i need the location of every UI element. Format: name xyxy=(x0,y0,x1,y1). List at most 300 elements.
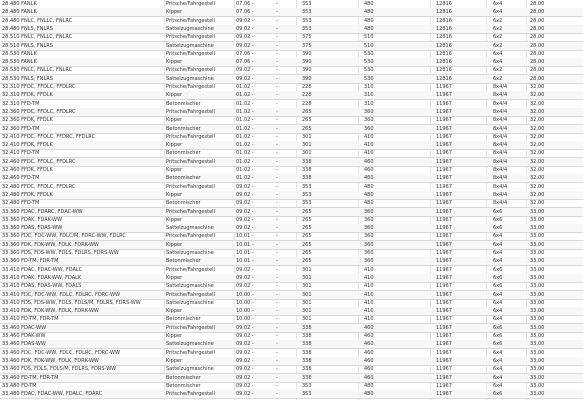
cell-model: 33.460 FDAK-WW xyxy=(2,333,46,339)
cell-displacement: 11967 xyxy=(436,366,452,373)
cell-body-type: Sattelzugmaschine xyxy=(166,366,214,373)
cell-model: 32.310 FFD-TM xyxy=(2,100,40,107)
cell-axle-config: 8x4/4 xyxy=(493,125,508,132)
cell-separator: - xyxy=(276,84,278,90)
cell-ps: 410 xyxy=(364,299,374,306)
cell-ps: 480 xyxy=(364,17,374,24)
cell-ps: 510 xyxy=(364,42,374,49)
cell-axle-config: 6x2 xyxy=(493,75,503,82)
cell-model: 33.410 FDAK, FDAK-WW, FDALK xyxy=(2,274,82,281)
cell-axle-config: 6x6 xyxy=(493,324,503,331)
cell-separator: - xyxy=(276,391,278,398)
cell-displacement: 12816 xyxy=(436,67,452,74)
cell-separator: - xyxy=(276,183,278,190)
cell-displacement: 11967 xyxy=(436,216,452,223)
cell-displacement: 11967 xyxy=(436,274,452,281)
cell-axle-config: 6x2 xyxy=(493,42,503,49)
cell-model: 28.530 FANLK xyxy=(2,59,37,66)
cell-kw: 301 xyxy=(302,150,312,157)
cell-ps: 360 xyxy=(364,241,374,248)
cell-ps: 460 xyxy=(364,324,374,331)
cell-displacement: 11967 xyxy=(436,100,452,107)
cell-kw: 265 xyxy=(302,233,312,240)
cell-displacement: 12816 xyxy=(436,59,452,66)
cell-weight: 28,00 xyxy=(530,67,545,74)
cell-separator: - xyxy=(276,258,278,265)
cell-displacement: 11967 xyxy=(436,241,452,248)
cell-displacement: 12816 xyxy=(436,75,452,82)
cell-ps: 460 xyxy=(364,366,374,373)
cell-weight: 32,00 xyxy=(530,183,545,190)
cell-body-type: Betonmischer xyxy=(166,150,201,157)
cell-displacement: 11967 xyxy=(436,225,452,232)
cell-separator: - xyxy=(276,266,278,273)
cell-weight: 33,00 xyxy=(530,308,545,315)
cell-separator: - xyxy=(276,158,278,165)
cell-axle-config: 6x6 xyxy=(493,274,503,281)
cell-production-date: 09.02 - xyxy=(236,266,254,273)
cell-displacement: 11967 xyxy=(436,183,452,190)
cell-axle-config: 8x4/4 xyxy=(493,167,508,173)
cell-body-type: Kipper xyxy=(166,59,183,66)
cell-model: 28.530 FANLK xyxy=(2,50,37,57)
cell-kw: 338 xyxy=(302,366,312,373)
cell-production-date: 09.02 - xyxy=(236,382,254,389)
cell-displacement: 11967 xyxy=(436,191,452,198)
cell-separator: - xyxy=(276,324,278,331)
cell-production-date: 09.02 - xyxy=(236,283,254,290)
cell-production-date: 09.02 - xyxy=(236,391,254,398)
cell-displacement: 11967 xyxy=(436,258,452,265)
cell-model: 33.460 FDC, FDC-WW, FDLC, FDLRC, FDRC-WW xyxy=(2,349,120,356)
cell-model: 33.410 FDS, FDS-WW, FDLS, FDLS/M, FDLRS, FDRS-WW xyxy=(2,299,141,306)
cell-body-type: Betonmischer xyxy=(166,100,201,107)
cell-ps: 360 xyxy=(364,225,374,232)
cell-production-date: 10.00 - xyxy=(236,291,254,298)
cell-ps: 410 xyxy=(364,291,374,298)
cell-kw: 265 xyxy=(302,241,312,248)
cell-body-type: Kipper xyxy=(166,191,183,198)
cell-weight: 33,00 xyxy=(530,299,545,306)
cell-ps: 310 xyxy=(364,84,374,90)
cell-axle-config: 6x4 xyxy=(493,241,503,248)
cell-separator: - xyxy=(276,333,278,339)
cell-production-date: 01.02 - xyxy=(236,133,254,140)
cell-kw: 375 xyxy=(302,34,312,41)
cell-kw: 265 xyxy=(302,108,312,115)
cell-axle-config: 8x4/4 xyxy=(493,200,508,207)
cell-ps: 360 xyxy=(364,250,374,256)
cell-ps: 530 xyxy=(364,67,374,74)
cell-separator: - xyxy=(276,1,278,7)
cell-production-date: 09.02 - xyxy=(236,191,254,198)
cell-axle-config: 6x2 xyxy=(493,25,503,32)
cell-weight: 32,00 xyxy=(530,167,545,173)
cell-production-date: 10.01 - xyxy=(236,250,254,256)
cell-production-date: 10.00 - xyxy=(236,299,254,306)
cell-production-date: 01.02 - xyxy=(236,108,254,115)
cell-separator: - xyxy=(276,299,278,306)
cell-displacement: 11967 xyxy=(436,349,452,356)
cell-body-type: Betonmischer xyxy=(166,374,201,381)
cell-model: 28.480 FANLK xyxy=(2,1,37,7)
cell-axle-config: 6x6 xyxy=(493,216,503,223)
cell-displacement: 11967 xyxy=(436,92,452,99)
cell-production-date: 09.02 - xyxy=(236,374,254,381)
cell-ps: 360 xyxy=(364,208,374,215)
cell-model: 33.360 FDK, FDK-WW, FDLK, FDRK-WW xyxy=(2,241,99,248)
cell-body-type: Betonmischer xyxy=(166,258,201,265)
cell-model: 32.410 FFDC, FFDLC, FFDRC, FFDLRC xyxy=(2,133,96,140)
cell-weight: 32,00 xyxy=(530,200,545,207)
cell-kw: 353 xyxy=(302,391,312,398)
cell-kw: 390 xyxy=(302,67,312,74)
cell-body-type: Pritsche/Fahrgestell xyxy=(166,349,215,356)
cell-axle-config: 6x4 xyxy=(493,59,503,66)
cell-production-date: 09.02 - xyxy=(236,216,254,223)
cell-weight: 28,00 xyxy=(530,17,545,24)
cell-separator: - xyxy=(276,341,278,348)
cell-ps: 310 xyxy=(364,100,374,107)
cell-axle-config: 6x6 xyxy=(493,283,503,290)
cell-separator: - xyxy=(276,382,278,389)
cell-body-type: Pritsche/Fahrgestell xyxy=(166,391,215,398)
cell-displacement: 12816 xyxy=(436,25,452,32)
cell-ps: 460 xyxy=(364,175,374,182)
cell-production-date: 09.02 - xyxy=(236,208,254,215)
cell-production-date: 09.02 - xyxy=(236,183,254,190)
cell-ps: 480 xyxy=(364,25,374,32)
cell-model: 33.360 FDAS, FDAS-WW xyxy=(2,225,63,232)
cell-kw: 338 xyxy=(302,324,312,331)
cell-weight: 33,00 xyxy=(530,274,545,281)
cell-ps: 480 xyxy=(364,1,374,7)
cell-axle-config: 6x4 xyxy=(493,50,503,57)
cell-production-date: 01.02 - xyxy=(236,84,254,90)
cell-displacement: 11967 xyxy=(436,150,452,157)
cell-kw: 301 xyxy=(302,283,312,290)
cell-production-date: 09.02 - xyxy=(236,34,254,41)
cell-separator: - xyxy=(276,250,278,256)
cell-displacement: 11967 xyxy=(436,200,452,207)
cell-ps: 460 xyxy=(364,167,374,173)
cell-model: 33.460 FDAS-WW xyxy=(2,341,46,348)
cell-ps: 460 xyxy=(364,341,374,348)
cell-axle-config: 6x4 xyxy=(493,233,503,240)
cell-kw: 265 xyxy=(302,216,312,223)
cell-axle-config: 8x4/4 xyxy=(493,92,508,99)
cell-axle-config: 6x2 xyxy=(493,34,503,41)
cell-model: 33.410 FDC, FDC-WW, FDLC, FDLRC, FDRC-WW xyxy=(2,291,120,298)
cell-weight: 33,00 xyxy=(530,283,545,290)
cell-kw: 228 xyxy=(302,84,312,90)
cell-body-type: Pritsche/Fahrgestell xyxy=(166,17,215,24)
cell-kw: 353 xyxy=(302,9,312,16)
cell-separator: - xyxy=(276,17,278,24)
cell-production-date: 09.02 - xyxy=(236,75,254,82)
cell-model: 33.360 FD-TM, FDR-TM xyxy=(2,258,59,265)
cell-kw: 265 xyxy=(302,208,312,215)
cell-separator: - xyxy=(276,291,278,298)
cell-weight: 33,00 xyxy=(530,391,545,398)
cell-production-date: 01.02 - xyxy=(236,100,254,107)
cell-displacement: 12816 xyxy=(436,9,452,16)
cell-displacement: 11967 xyxy=(436,283,452,290)
cell-ps: 530 xyxy=(364,59,374,66)
cell-ps: 480 xyxy=(364,191,374,198)
cell-kw: 338 xyxy=(302,167,312,173)
cell-separator: - xyxy=(276,241,278,248)
cell-body-type: Betonmischer xyxy=(166,316,201,323)
cell-separator: - xyxy=(276,366,278,373)
cell-axle-config: 6x4 xyxy=(493,382,503,389)
cell-separator: - xyxy=(276,150,278,157)
cell-displacement: 11967 xyxy=(436,175,452,182)
cell-body-type: Kipper xyxy=(166,142,183,149)
cell-axle-config: 8x4/4 xyxy=(493,183,508,190)
cell-ps: 360 xyxy=(364,233,374,240)
cell-body-type: Kipper xyxy=(166,308,183,315)
cell-displacement: 11967 xyxy=(436,208,452,215)
cell-displacement: 11967 xyxy=(436,291,452,298)
cell-weight: 32,00 xyxy=(530,84,545,90)
cell-body-type: Pritsche/Fahrgestell xyxy=(166,183,215,190)
cell-displacement: 11967 xyxy=(436,308,452,315)
cell-production-date: 09.02 - xyxy=(236,349,254,356)
cell-weight: 33,00 xyxy=(530,316,545,323)
cell-kw: 265 xyxy=(302,258,312,265)
cell-body-type: Kipper xyxy=(166,9,183,16)
cell-weight: 33,00 xyxy=(530,250,545,256)
cell-displacement: 12816 xyxy=(436,17,452,24)
cell-axle-config: 6x4 xyxy=(493,291,503,298)
cell-model: 33.360 FDAK, FDAK-WW xyxy=(2,216,62,223)
cell-production-date: 10.00 - xyxy=(236,308,254,315)
cell-axle-config: 6x4 xyxy=(493,258,503,265)
cell-body-type: Kipper xyxy=(166,216,183,223)
cell-axle-config: 8x4/4 xyxy=(493,142,508,149)
cell-body-type: Sattelzugmaschine xyxy=(166,341,214,348)
cell-separator: - xyxy=(276,25,278,32)
cell-weight: 32,00 xyxy=(530,108,545,115)
cell-axle-config: 6x4 xyxy=(493,299,503,306)
cell-kw: 338 xyxy=(302,374,312,381)
cell-kw: 353 xyxy=(302,382,312,389)
cell-body-type: Sattelzugmaschine xyxy=(166,225,214,232)
cell-kw: 338 xyxy=(302,357,312,364)
cell-model: 28.510 FNLC, FNLLC, FNLRC xyxy=(2,34,73,41)
cell-model: 33.360 FDC, FDC-WW, FDLC/M, FDRC-WW, FDLRC xyxy=(2,233,126,240)
cell-separator: - xyxy=(276,133,278,140)
cell-production-date: 09.02 - xyxy=(236,324,254,331)
cell-weight: 33,00 xyxy=(530,366,545,373)
cell-weight: 28,00 xyxy=(530,9,545,16)
cell-weight: 33,00 xyxy=(530,333,545,339)
cell-model: 33.480 FDAC, FDAC-WW, FDALC, FDARC xyxy=(2,391,103,398)
cell-kw: 265 xyxy=(302,125,312,132)
cell-model: 32.360 FFD-TM xyxy=(2,125,40,132)
cell-separator: - xyxy=(276,208,278,215)
cell-ps: 360 xyxy=(364,216,374,223)
cell-production-date: 01.02 - xyxy=(236,150,254,157)
cell-displacement: 12816 xyxy=(436,42,452,49)
cell-separator: - xyxy=(276,108,278,115)
cell-model: 33.410 FDAS, FDAS-WW, FDALS xyxy=(2,283,82,290)
cell-weight: 32,00 xyxy=(530,158,545,165)
cell-displacement: 11967 xyxy=(436,108,452,115)
cell-ps: 410 xyxy=(364,150,374,157)
cell-displacement: 11967 xyxy=(436,250,452,256)
cell-body-type: Pritsche/Fahrgestell xyxy=(166,108,215,115)
cell-weight: 28,00 xyxy=(530,34,545,41)
cell-displacement: 12816 xyxy=(436,34,452,41)
cell-model: 28.530 FNLS, FNLRS xyxy=(2,75,53,82)
cell-displacement: 11967 xyxy=(436,233,452,240)
cell-separator: - xyxy=(276,67,278,74)
cell-separator: - xyxy=(276,216,278,223)
cell-kw: 338 xyxy=(302,341,312,348)
cell-displacement: 11967 xyxy=(436,167,452,173)
cell-ps: 480 xyxy=(364,391,374,398)
cell-axle-config: 6x4 xyxy=(493,9,503,16)
table-row xyxy=(0,390,583,399)
cell-weight: 28,00 xyxy=(530,59,545,66)
cell-body-type: Betonmischer xyxy=(166,382,201,389)
cell-axle-config: 8x4/4 xyxy=(493,84,508,90)
cell-separator: - xyxy=(276,316,278,323)
cell-model: 33.410 FDAC, FDAC-WW, FDALC xyxy=(2,266,83,273)
cell-axle-config: 6x4 xyxy=(493,349,503,356)
cell-displacement: 11967 xyxy=(436,324,452,331)
cell-model: 28.480 FNLC, FNLLC, FNLRC xyxy=(2,17,73,24)
cell-body-type: Sattelzugmaschine xyxy=(166,75,214,82)
cell-axle-config: 6x6 xyxy=(493,391,503,398)
cell-body-type: Pritsche/Fahrgestell xyxy=(166,67,215,74)
cell-production-date: 07.06 - xyxy=(236,1,254,7)
cell-weight: 33,00 xyxy=(530,324,545,331)
cell-displacement: 12816 xyxy=(436,50,452,57)
cell-separator: - xyxy=(276,92,278,99)
cell-body-type: Pritsche/Fahrgestell xyxy=(166,50,215,57)
cell-body-type: Sattelzugmaschine xyxy=(166,25,214,32)
cell-axle-config: 6x4 xyxy=(493,357,503,364)
cell-ps: 460 xyxy=(364,158,374,165)
cell-displacement: 11967 xyxy=(436,125,452,132)
cell-axle-config: 6x2 xyxy=(493,17,503,24)
cell-model: 32.360 FFDC, FFDLC, FFDLRC xyxy=(2,108,76,115)
cell-weight: 28,00 xyxy=(530,25,545,32)
cell-separator: - xyxy=(276,125,278,132)
cell-weight: 33,00 xyxy=(530,216,545,223)
cell-ps: 360 xyxy=(364,258,374,265)
cell-model: 33.460 FDAC-WW xyxy=(2,324,47,331)
cell-ps: 480 xyxy=(364,200,374,207)
cell-weight: 33,00 xyxy=(530,349,545,356)
cell-separator: - xyxy=(276,167,278,173)
cell-model: 33.480 FD-TM xyxy=(2,382,37,389)
cell-displacement: 11967 xyxy=(436,266,452,273)
cell-body-type: Pritsche/Fahrgestell xyxy=(166,158,215,165)
cell-production-date: 09.02 - xyxy=(236,25,254,32)
cell-body-type: Betonmischer xyxy=(166,200,201,207)
cell-separator: - xyxy=(276,274,278,281)
cell-axle-config: 6x6 xyxy=(493,341,503,348)
cell-separator: - xyxy=(276,142,278,149)
cell-displacement: 11967 xyxy=(436,333,452,339)
cell-kw: 301 xyxy=(302,133,312,140)
cell-separator: - xyxy=(276,357,278,364)
cell-model: 32.360 FFDK, FFDLK xyxy=(2,117,53,124)
cell-weight: 33,00 xyxy=(530,374,545,381)
cell-axle-config: 6x4 xyxy=(493,366,503,373)
cell-axle-config: 6x6 xyxy=(493,266,503,273)
cell-displacement: 11967 xyxy=(436,133,452,140)
cell-model: 33.460 FD-TM, FDR-TM xyxy=(2,374,59,381)
cell-displacement: 11967 xyxy=(436,374,452,381)
cell-model: 33.460 FDK, FDK-WW, FDLK, FDRK-WW xyxy=(2,357,99,364)
cell-body-type: Betonmischer xyxy=(166,125,201,132)
cell-displacement: 12816 xyxy=(436,1,452,7)
cell-weight: 33,00 xyxy=(530,241,545,248)
cell-ps: 530 xyxy=(364,75,374,82)
cell-displacement: 11967 xyxy=(436,357,452,364)
cell-model: 32.410 FFDK, FFDLK xyxy=(2,142,53,149)
cell-model: 32.460 FFDK, FFDLK xyxy=(2,167,53,173)
cell-separator: - xyxy=(276,374,278,381)
cell-body-type: Kipper xyxy=(166,167,183,173)
cell-production-date: 10.00 - xyxy=(236,316,254,323)
cell-kw: 390 xyxy=(302,75,312,82)
cell-weight: 32,00 xyxy=(530,142,545,149)
cell-model: 33.410 FDK, FDK-WW, FDLK, FDRK-WW xyxy=(2,308,99,315)
cell-weight: 28,00 xyxy=(530,50,545,57)
cell-separator: - xyxy=(276,50,278,57)
cell-weight: 33,00 xyxy=(530,258,545,265)
cell-kw: 301 xyxy=(302,266,312,273)
cell-kw: 338 xyxy=(302,333,312,339)
cell-ps: 310 xyxy=(364,92,374,99)
cell-body-type: Pritsche/Fahrgestell xyxy=(166,291,215,298)
cell-body-type: Kipper xyxy=(166,357,183,364)
cell-axle-config: 6x4 xyxy=(493,1,503,7)
cell-ps: 460 xyxy=(364,374,374,381)
cell-axle-config: 6x4 xyxy=(493,250,503,256)
cell-model: 33.360 FDS, FDS-WW, FDLS, FDLRS, FDRS-WW xyxy=(2,250,119,256)
cell-ps: 410 xyxy=(364,316,374,323)
cell-weight: 32,00 xyxy=(530,150,545,157)
cell-separator: - xyxy=(276,233,278,240)
cell-displacement: 11967 xyxy=(436,117,452,124)
cell-production-date: 09.02 - xyxy=(236,200,254,207)
cell-model: 33.410 FD-TM, FDR-TM xyxy=(2,316,59,323)
cell-weight: 33,00 xyxy=(530,266,545,273)
cell-weight: 33,00 xyxy=(530,341,545,348)
cell-ps: 460 xyxy=(364,357,374,364)
cell-body-type: Kipper xyxy=(166,274,183,281)
cell-production-date: 09.02 - xyxy=(236,17,254,24)
cell-ps: 480 xyxy=(364,183,374,190)
cell-kw: 301 xyxy=(302,299,312,306)
cell-body-type: Pritsche/Fahrgestell xyxy=(166,133,215,140)
cell-model: 32.460 FFD-TM xyxy=(2,175,40,182)
cell-model: 28.530 FNLC, FNLLC, FNLRC xyxy=(2,67,73,74)
cell-axle-config: 6x4 xyxy=(493,374,503,381)
cell-body-type: Pritsche/Fahrgestell xyxy=(166,84,215,90)
cell-axle-config: 6x4 xyxy=(493,316,503,323)
cell-body-type: Sattelzugmaschine xyxy=(166,250,214,256)
cell-kw: 353 xyxy=(302,183,312,190)
cell-ps: 360 xyxy=(364,117,374,124)
